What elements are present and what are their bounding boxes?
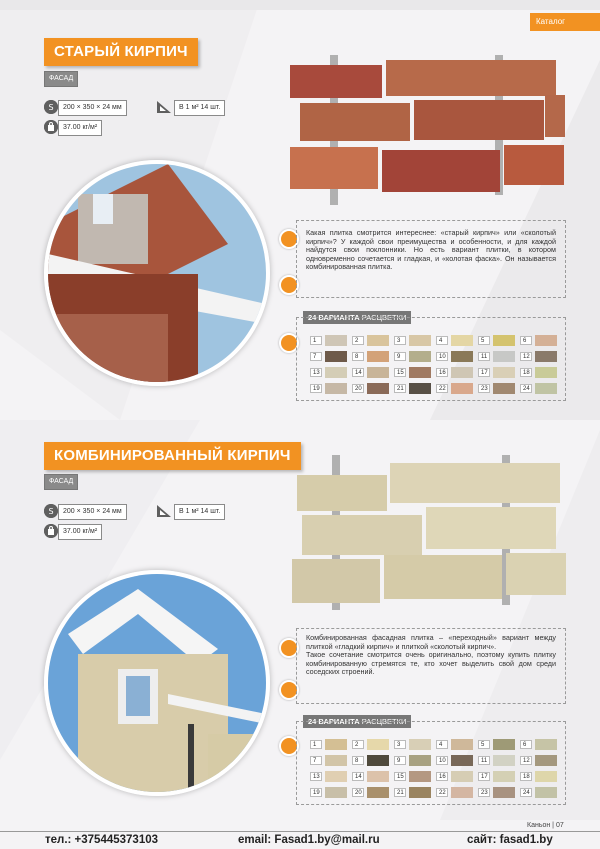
- swatch-number: 5: [478, 336, 490, 345]
- swatch-color: [409, 383, 431, 394]
- swatch-color: [451, 351, 473, 362]
- swatch-color: [409, 351, 431, 362]
- color-swatch: [351, 335, 393, 346]
- swatch-number: 3: [394, 336, 406, 345]
- swatch-color: [535, 383, 557, 394]
- swatch-number: 6: [520, 740, 532, 749]
- swatch-color: [409, 367, 431, 378]
- color-swatch: [435, 739, 477, 750]
- swatch-color: [367, 383, 389, 394]
- color-swatch: [309, 755, 351, 766]
- facade-chip: ФАСАД: [44, 474, 78, 490]
- swatch-color: [325, 351, 347, 362]
- swatch-number: 16: [436, 772, 448, 781]
- size-value: 200 × 350 × 24 мм: [58, 504, 127, 520]
- swatch-number: 13: [310, 368, 322, 377]
- swatch-color: [409, 755, 431, 766]
- per-sqm-value: В 1 м² 14 шт.: [174, 100, 225, 116]
- color-swatch: [435, 367, 477, 378]
- color-swatch: [351, 771, 393, 782]
- swatch-number: 20: [352, 384, 364, 393]
- swatch-grid-2: [309, 739, 561, 800]
- swatch-number: 18: [520, 772, 532, 781]
- swatch-number: 15: [394, 368, 406, 377]
- color-swatch: [477, 787, 519, 798]
- variants-label: РАСЦВЕТКИ: [359, 313, 407, 322]
- swatch-color: [535, 335, 557, 346]
- swatch-color: [451, 755, 473, 766]
- swatch-color: [451, 787, 473, 798]
- swatch-number: 23: [478, 788, 490, 797]
- swatch-color: [367, 351, 389, 362]
- color-swatch: [351, 755, 393, 766]
- old-brick-panel-image: [290, 55, 570, 205]
- color-swatch: [351, 739, 393, 750]
- color-swatch: [477, 367, 519, 378]
- footer-site: сайт: fasad1.by: [467, 834, 553, 846]
- swatch-color: [451, 771, 473, 782]
- color-swatch: [435, 383, 477, 394]
- swatch-number: 12: [520, 756, 532, 765]
- size-icon: [44, 100, 58, 114]
- swatch-number: 6: [520, 336, 532, 345]
- color-swatch: [519, 351, 561, 362]
- swatch-number: 20: [352, 788, 364, 797]
- swatch-grid-1: [309, 335, 561, 396]
- weight-value: 37.00 кг/м²: [58, 120, 102, 136]
- color-swatch: [393, 335, 435, 346]
- swatch-color: [325, 383, 347, 394]
- top-bar: [0, 0, 600, 10]
- swatch-number: 1: [310, 740, 322, 749]
- description-text-2: [306, 634, 556, 677]
- swatch-color: [325, 787, 347, 798]
- swatch-color: [367, 739, 389, 750]
- swatch-color: [409, 739, 431, 750]
- color-swatch: [351, 383, 393, 394]
- swatch-color: [493, 739, 515, 750]
- color-swatch: [519, 335, 561, 346]
- swatch-color: [367, 755, 389, 766]
- swatch-color: [535, 351, 557, 362]
- swatch-number: 17: [478, 368, 490, 377]
- color-swatch: [393, 383, 435, 394]
- color-swatch: [519, 383, 561, 394]
- variants-count: 24 ВАРИАНТА: [308, 313, 360, 322]
- swatch-color: [493, 335, 515, 346]
- swatch-color: [493, 755, 515, 766]
- color-swatch: [435, 771, 477, 782]
- swatch-color: [451, 367, 473, 378]
- swatch-number: 13: [310, 772, 322, 781]
- color-swatch: [393, 367, 435, 378]
- swatch-color: [409, 335, 431, 346]
- swatch-number: 12: [520, 352, 532, 361]
- swatch-number: 10: [436, 352, 448, 361]
- color-swatch: [435, 787, 477, 798]
- color-swatch: [309, 335, 351, 346]
- color-swatch: [393, 787, 435, 798]
- color-swatch: [309, 383, 351, 394]
- swatch-number: 15: [394, 772, 406, 781]
- color-swatch: [393, 351, 435, 362]
- swatch-color: [367, 367, 389, 378]
- color-swatch: [393, 771, 435, 782]
- swatch-number: 2: [352, 740, 364, 749]
- color-swatch: [477, 755, 519, 766]
- catalog-tag: Каталог: [530, 13, 600, 31]
- color-swatch: [519, 771, 561, 782]
- color-swatch: [351, 351, 393, 362]
- swatch-number: 7: [310, 352, 322, 361]
- color-swatch: [309, 351, 351, 362]
- swatch-number: 22: [436, 384, 448, 393]
- swatch-number: 4: [436, 336, 448, 345]
- swatch-number: 8: [352, 756, 364, 765]
- combined-brick-panel-image: [292, 455, 572, 610]
- swatch-color: [409, 787, 431, 798]
- swatch-number: 7: [310, 756, 322, 765]
- swatch-color: [367, 787, 389, 798]
- swatch-color: [451, 335, 473, 346]
- color-swatch: [519, 367, 561, 378]
- swatch-number: 19: [310, 788, 322, 797]
- ruler-triangle-icon: [156, 100, 170, 114]
- color-swatch: [309, 739, 351, 750]
- color-swatch: [435, 755, 477, 766]
- swatch-number: 22: [436, 788, 448, 797]
- swatch-color: [367, 335, 389, 346]
- swatch-color: [451, 739, 473, 750]
- swatch-number: 21: [394, 384, 406, 393]
- house-photo-1: [44, 160, 270, 386]
- swatch-number: 11: [478, 756, 490, 765]
- per-sqm-value: В 1 м² 14 шт.: [174, 504, 225, 520]
- color-swatch: [477, 335, 519, 346]
- color-swatch: [309, 787, 351, 798]
- size-value: 200 × 350 × 24 мм: [58, 100, 127, 116]
- swatch-number: 24: [520, 788, 532, 797]
- color-swatch: [351, 367, 393, 378]
- color-swatch: [393, 755, 435, 766]
- weight-value: 37.00 кг/м²: [58, 524, 102, 540]
- color-swatch: [393, 739, 435, 750]
- swatch-color: [409, 771, 431, 782]
- color-swatch: [309, 367, 351, 378]
- variants-count: 24 ВАРИАНТА: [308, 717, 360, 726]
- color-swatch: [435, 335, 477, 346]
- swatch-color: [367, 771, 389, 782]
- swatch-number: 18: [520, 368, 532, 377]
- swatch-color: [493, 383, 515, 394]
- footer-email: email: Fasad1.by@mail.ru: [238, 834, 380, 846]
- ruler-triangle-icon: [156, 504, 170, 518]
- swatch-color: [535, 755, 557, 766]
- svg-text:S: S: [48, 507, 54, 516]
- color-swatch: [519, 755, 561, 766]
- swatch-number: 19: [310, 384, 322, 393]
- swatch-number: 3: [394, 740, 406, 749]
- swatch-color: [493, 787, 515, 798]
- page-number: Каньон | 07: [527, 822, 564, 829]
- color-swatch: [477, 383, 519, 394]
- swatch-number: 23: [478, 384, 490, 393]
- swatch-number: 21: [394, 788, 406, 797]
- swatch-color: [325, 739, 347, 750]
- color-swatch: [477, 771, 519, 782]
- swatch-number: 10: [436, 756, 448, 765]
- section-title-old-brick: СТАРЫЙ КИРПИЧ: [44, 38, 198, 66]
- swatch-color: [535, 771, 557, 782]
- footer-divider: [0, 831, 600, 832]
- color-swatch: [477, 739, 519, 750]
- swatch-number: 5: [478, 740, 490, 749]
- swatch-number: 14: [352, 368, 364, 377]
- swatch-number: 9: [394, 352, 406, 361]
- color-swatch: [519, 739, 561, 750]
- swatch-number: 8: [352, 352, 364, 361]
- swatch-number: 14: [352, 772, 364, 781]
- section-title-combined-brick: КОМБИНИРОВАННЫЙ КИРПИЧ: [44, 442, 301, 470]
- swatch-color: [535, 739, 557, 750]
- swatch-color: [325, 367, 347, 378]
- swatch-color: [325, 335, 347, 346]
- description-text-1: Какая плитка смотрится интереснее: «старый кирпич» или «сколотый кирпич»? У каждой свои преимущества и особенности, и для каждой найдутся свои поклонники. Но есть вариант плитки, в котором одновременно сочетается и гладкая, и «колотая фаска». Он называется комбинированная плитка.: [306, 228, 556, 272]
- swatch-number: 4: [436, 740, 448, 749]
- swatch-number: 11: [478, 352, 490, 361]
- variants-label: РАСЦВЕТКИ: [359, 717, 407, 726]
- color-swatch: [435, 351, 477, 362]
- swatch-color: [493, 367, 515, 378]
- color-swatch: [477, 351, 519, 362]
- swatch-number: 16: [436, 368, 448, 377]
- swatch-number: 9: [394, 756, 406, 765]
- swatch-color: [325, 755, 347, 766]
- facade-chip: ФАСАД: [44, 71, 78, 87]
- svg-text:S: S: [48, 103, 54, 112]
- swatch-number: 24: [520, 384, 532, 393]
- color-swatch: [351, 787, 393, 798]
- swatch-color: [325, 771, 347, 782]
- color-swatch: [519, 787, 561, 798]
- swatch-color: [451, 383, 473, 394]
- swatch-color: [493, 351, 515, 362]
- house-photo-2: [44, 570, 270, 796]
- weight-icon: [44, 120, 58, 134]
- swatch-number: 17: [478, 772, 490, 781]
- swatch-color: [535, 787, 557, 798]
- weight-icon: [44, 524, 58, 538]
- swatch-number: 2: [352, 336, 364, 345]
- swatch-color: [493, 771, 515, 782]
- color-swatch: [309, 771, 351, 782]
- description-paragraph-2: Такое сочетание смотрится очень оригинально, поэтому купить плитку комбинированную стремятся те, кто хочет выделить свой дом среди соседских строений.: [306, 650, 556, 677]
- footer-phone: тел.: +375445373103: [45, 834, 159, 846]
- swatch-number: 1: [310, 336, 322, 345]
- swatch-color: [535, 367, 557, 378]
- size-icon: [44, 504, 58, 518]
- description-paragraph-1: Комбинированная фасадная плитка – «переходный» вариант между плиткой «гладкий кирпич» и плиткой «сколотый кирпич».: [306, 633, 556, 651]
